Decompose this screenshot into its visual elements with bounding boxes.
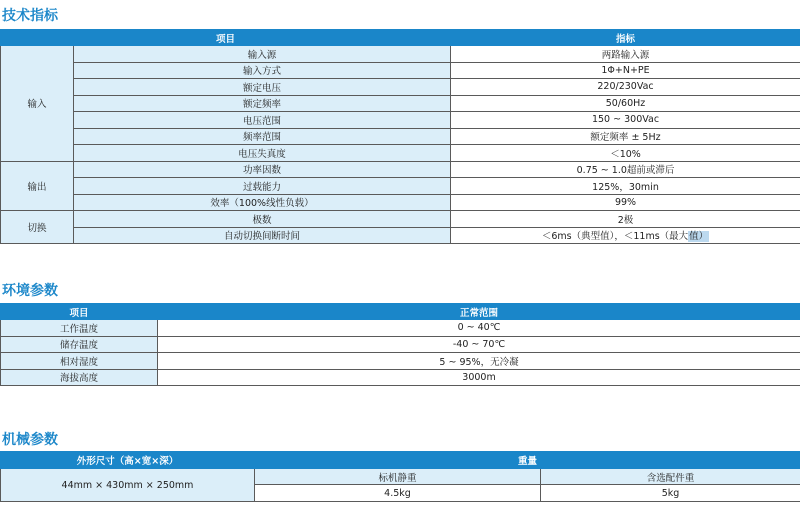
section-title-tech: 技术指标 [2, 8, 58, 24]
table-row [1, 145, 800, 162]
row-range: 3000m [158, 369, 800, 386]
header-range: 正常范围 [158, 304, 800, 320]
row-item: 输入方式 [74, 62, 451, 79]
row-spec: 220/230Vac [451, 79, 800, 96]
group-label-input: 输入 [1, 46, 74, 162]
row-item: 过载能力 [74, 178, 451, 195]
table-row [1, 194, 800, 211]
row-spec: 0.75 ~ 1.0超前或滞后 [451, 161, 800, 178]
header-item: 项目 [1, 304, 158, 320]
option-weight-value: 5kg [541, 485, 800, 502]
header-size: 外形尺寸（高×宽×深） [1, 452, 255, 469]
row-spec: 1Φ+N+PE [451, 62, 800, 79]
row-item: 功率因数 [74, 161, 451, 178]
row-item: 海拔高度 [1, 369, 158, 386]
table-header-row [1, 30, 800, 46]
row-spec [451, 227, 800, 244]
row-item: 相对湿度 [1, 353, 158, 370]
group-label-output: 输出 [1, 161, 74, 211]
table-row [1, 227, 800, 244]
env-table [0, 303, 800, 386]
row-item: 额定电压 [74, 79, 451, 96]
table-row [1, 128, 800, 145]
row-spec: 2极 [451, 211, 800, 228]
table-row [1, 46, 800, 63]
table-header-row [1, 452, 800, 469]
row-spec: ＜10% [451, 145, 800, 162]
row-item: 极数 [74, 211, 451, 228]
row-spec: 99% [451, 194, 800, 211]
unit-weight-value: 4.5kg [255, 485, 541, 502]
header-item: 项目 [1, 30, 451, 46]
row-item: 输入源 [74, 46, 451, 63]
table-row [1, 353, 800, 370]
group-label-switch: 切换 [1, 211, 74, 244]
tech-spec-table [0, 29, 800, 244]
table-row [1, 112, 800, 129]
row-item: 工作温度 [1, 320, 158, 337]
table-row [1, 95, 800, 112]
table-row [1, 469, 800, 485]
header-weight: 重量 [255, 452, 800, 469]
row-spec-text: ＜6ms（典型值），＜11ms（最大 [541, 231, 689, 243]
row-range: 5 ~ 95%，无冷凝 [158, 353, 800, 370]
row-item: 电压范围 [74, 112, 451, 129]
row-spec: 两路输入源 [451, 46, 800, 63]
row-item: 储存温度 [1, 336, 158, 353]
section-title-mech: 机械参数 [2, 432, 58, 448]
row-item: 电压失真度 [74, 145, 451, 162]
size-value: 44mm × 430mm × 250mm [1, 469, 255, 502]
subheader-unit-weight: 标机静重 [255, 469, 541, 485]
row-spec: 150 ~ 300Vac [451, 112, 800, 129]
table-row [1, 211, 800, 228]
table-row [1, 178, 800, 195]
header-spec: 指标 [451, 30, 800, 46]
mech-table [0, 451, 800, 502]
row-item: 额定频率 [74, 95, 451, 112]
table-header-row [1, 304, 800, 320]
table-row [1, 161, 800, 178]
table-row [1, 369, 800, 386]
row-item: 频率范围 [74, 128, 451, 145]
highlighted-text: 值） [689, 231, 709, 243]
row-range: -40 ~ 70℃ [158, 336, 800, 353]
table-row [1, 336, 800, 353]
table-row [1, 79, 800, 96]
table-row [1, 62, 800, 79]
table-row [1, 320, 800, 337]
subheader-option-weight: 含选配件重 [541, 469, 800, 485]
row-spec: 125%，30min [451, 178, 800, 195]
row-spec: 50/60Hz [451, 95, 800, 112]
row-spec: 额定频率 ± 5Hz [451, 128, 800, 145]
row-item: 自动切换间断时间 [74, 227, 451, 244]
section-title-env: 环境参数 [2, 283, 58, 299]
row-range: 0 ~ 40℃ [158, 320, 800, 337]
row-item: 效率（100%线性负载） [74, 194, 451, 211]
